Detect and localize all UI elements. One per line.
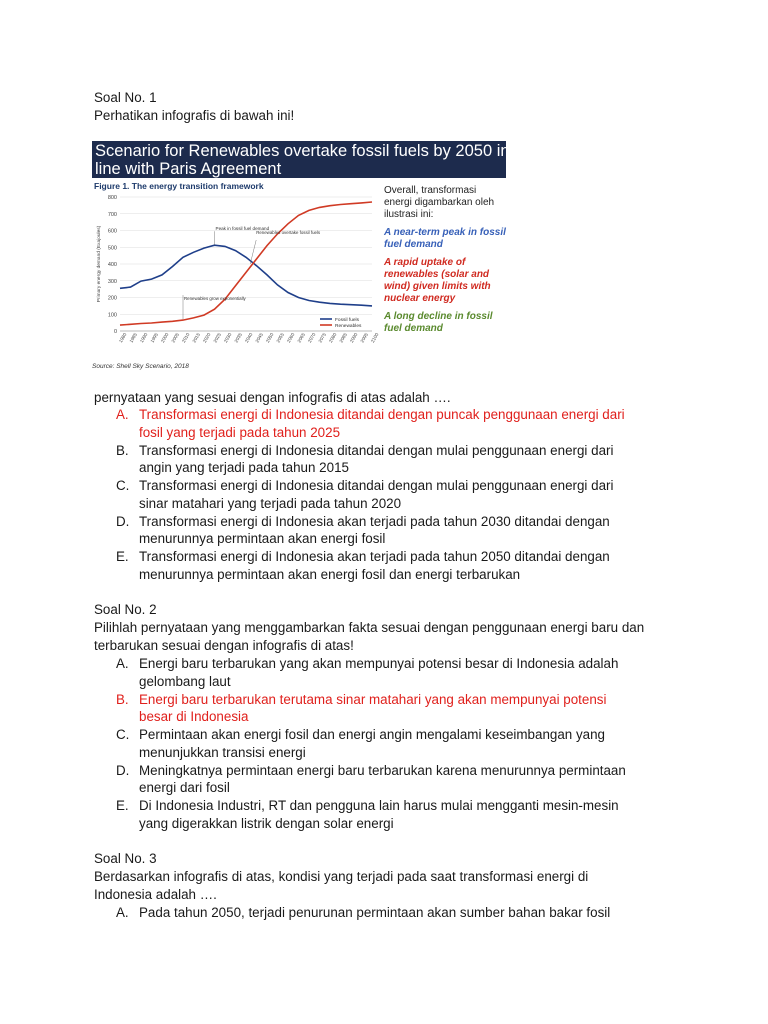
side-notes <box>384 185 506 341</box>
option-text-line1: Di Indonesia Industri, RT dan pengguna lain harus mulai mengganti mesin-mesin <box>139 798 619 813</box>
option-letter: C. <box>116 727 130 742</box>
option-text-line1: Transformasi energi di Indonesia akan terjadi pada tahun 2030 ditandai dengan <box>139 513 610 529</box>
x-tick-label: 2060 <box>286 332 296 344</box>
x-tick-label: 2050 <box>265 332 275 344</box>
option-text-line2: angin yang terjadi pada tahun 2015 <box>139 460 349 475</box>
y-tick-label: 400 <box>107 262 117 268</box>
x-tick-label: 2080 <box>328 332 338 344</box>
option-letter: A. <box>116 905 129 920</box>
banner-title-line1: Scenario for Renewables overtake fossil fuels by 2050 in <box>95 142 510 160</box>
chart-source: Source: Shell Sky Scenario, 2018 <box>92 363 189 370</box>
option-text-line1: Transformasi energi di Indonesia akan terjadi pada tahun 2050 ditandai dengan <box>139 549 610 564</box>
infographic <box>92 141 510 373</box>
option-text-line1: Meningkatnya permintaan energi baru terbarukan karena menurunnya permintaan <box>139 762 626 778</box>
q1-instruction: Perhatikan infografis di bawah ini! <box>94 108 295 123</box>
x-tick-label: 2020 <box>202 332 212 344</box>
y-tick-label: 300 <box>107 278 117 285</box>
x-tick-label: 2075 <box>317 332 327 344</box>
q3-heading: Soal No. 3 <box>94 851 157 866</box>
x-tick-label: 2045 <box>254 332 264 344</box>
x-tick-label: 2090 <box>349 332 359 344</box>
q1-heading: Soal No. 1 <box>94 90 157 105</box>
option-text-line2: gelombang laut <box>139 673 231 689</box>
option-letter: D. <box>116 762 130 778</box>
option-text-line2: besar di Indonesia <box>139 709 249 724</box>
option-text-line2: yang digerakkan listrik dengan solar energi <box>139 815 394 831</box>
q1-question: pernyataan yang sesuai dengan infografis di atas adalah …. <box>94 390 451 405</box>
y-tick-label: 0 <box>113 329 117 335</box>
x-tick-label: 2095 <box>359 332 369 344</box>
x-tick-label: 2040 <box>244 332 254 344</box>
option-letter: C. <box>116 478 130 493</box>
annotation-grow: Renewables grow exponentially <box>184 296 246 302</box>
option-letter: A. <box>116 407 129 422</box>
y-tick-label: 100 <box>107 312 117 319</box>
series-line-fossil <box>120 245 372 306</box>
q3-question-line1: Berdasarkan infografis di atas, kondisi yang terjadi pada saat transformasi energi di <box>94 869 589 884</box>
x-tick-label: 2030 <box>223 332 233 344</box>
option-text-line1: Energi baru terbarukan yang akan mempunyai potensi besar di Indonesia adalah <box>139 656 619 671</box>
q2-heading: Soal No. 2 <box>94 602 157 617</box>
option-letter: D. <box>116 513 130 529</box>
legend-label: Renewables <box>335 324 362 329</box>
side-point-renewables: A rapid uptake of renewables (solar and wind) given limits with nuclear energy <box>384 257 491 304</box>
x-tick-label: 2015 <box>191 332 201 344</box>
option-text-line2: energi dari fosil <box>139 780 230 795</box>
y-tick-label: 200 <box>107 295 117 302</box>
x-tick-label: 1995 <box>149 332 159 344</box>
q2-question-line1: Pilihlah pernyataan yang menggambarkan fakta sesuai dengan penggunaan energi baru dan <box>94 620 645 635</box>
x-tick-label: 2100 <box>370 332 380 344</box>
q3-question-line2: Indonesia adalah …. <box>94 887 217 902</box>
figure-title: Figure 1. The energy transition framework <box>94 181 264 191</box>
side-point-decline: A long decline in fossil fuel demand <box>384 311 493 334</box>
side-intro: Overall, transformasi energi digambarkan oleh ilustrasi ini: <box>384 185 495 220</box>
x-tick-label: 2085 <box>338 332 348 344</box>
option-text-line2: fosil yang terjadi pada tahun 2025 <box>139 424 341 440</box>
x-tick-label: 2000 <box>160 332 170 344</box>
option-text-line1: Energi baru terbarukan terutama sinar matahari yang akan mempunyai potensi <box>139 691 607 707</box>
option-text-line1: Permintaan akan energi fosil dan energi angin mengalami keseimbangan yang <box>139 727 605 742</box>
x-tick-label: 1985 <box>128 332 138 344</box>
option-letter: B. <box>116 442 129 458</box>
option-text-line2: sinar matahari yang terjadi pada tahun 2020 <box>139 495 402 511</box>
y-tick-label: 800 <box>107 195 117 201</box>
x-tick-label: 2035 <box>233 332 243 344</box>
q2-question-line2: terbarukan sesuai dengan infografis di atas! <box>94 638 354 653</box>
banner-title-line2: line with Paris Agreement <box>95 160 282 178</box>
y-axis-label: Primary energy demand (Exajoules) <box>97 225 102 303</box>
option-letter: B. <box>116 691 129 707</box>
energy-transition-chart <box>92 191 382 369</box>
infographic-banner <box>92 141 510 178</box>
option-text-line1: Transformasi energi di Indonesia ditandai dengan mulai penggunaan energi dari <box>139 442 614 458</box>
annotation-peak: Peak in fossil fuel demand <box>215 226 270 232</box>
y-tick-label: 600 <box>107 228 117 235</box>
option-letter: E. <box>116 798 129 813</box>
annotation-overtake: Renewables overtake fossil fuels <box>256 230 321 235</box>
side-point-peak: A near-term peak in fossil fuel demand <box>384 227 506 250</box>
option-text-line1: Transformasi energi di Indonesia ditandai dengan mulai penggunaan energi dari <box>139 478 614 493</box>
x-tick-label: 1990 <box>139 332 149 344</box>
x-tick-label: 2010 <box>181 332 191 344</box>
x-tick-label: 2005 <box>170 332 180 344</box>
x-tick-label: 2070 <box>307 332 317 344</box>
option-text-line1: Transformasi energi di Indonesia ditandai dengan puncak penggunaan energi dari <box>139 407 625 422</box>
option-letter: E. <box>116 549 129 564</box>
series-line-renewables <box>120 202 372 325</box>
y-tick-label: 700 <box>107 211 117 218</box>
option-text-line2: menunjukkan transisi energi <box>139 744 306 760</box>
option-letter: A. <box>116 656 129 671</box>
x-tick-label: 2055 <box>275 332 285 344</box>
y-tick-label: 500 <box>107 245 117 252</box>
option-text-line1: Pada tahun 2050, terjadi penurunan permintaan akan sumber bahan bakar fosil <box>139 905 611 920</box>
option-text-line2: menurunnya permintaan akan energi fosil <box>139 531 386 546</box>
option-text-line2: menurunnya permintaan akan energi fosil dan energi terbarukan <box>139 566 521 582</box>
x-tick-label: 2065 <box>296 332 306 344</box>
x-tick-label: 1980 <box>118 332 128 344</box>
legend-label: Fossil fuels <box>335 318 359 323</box>
x-tick-label: 2025 <box>212 332 222 344</box>
